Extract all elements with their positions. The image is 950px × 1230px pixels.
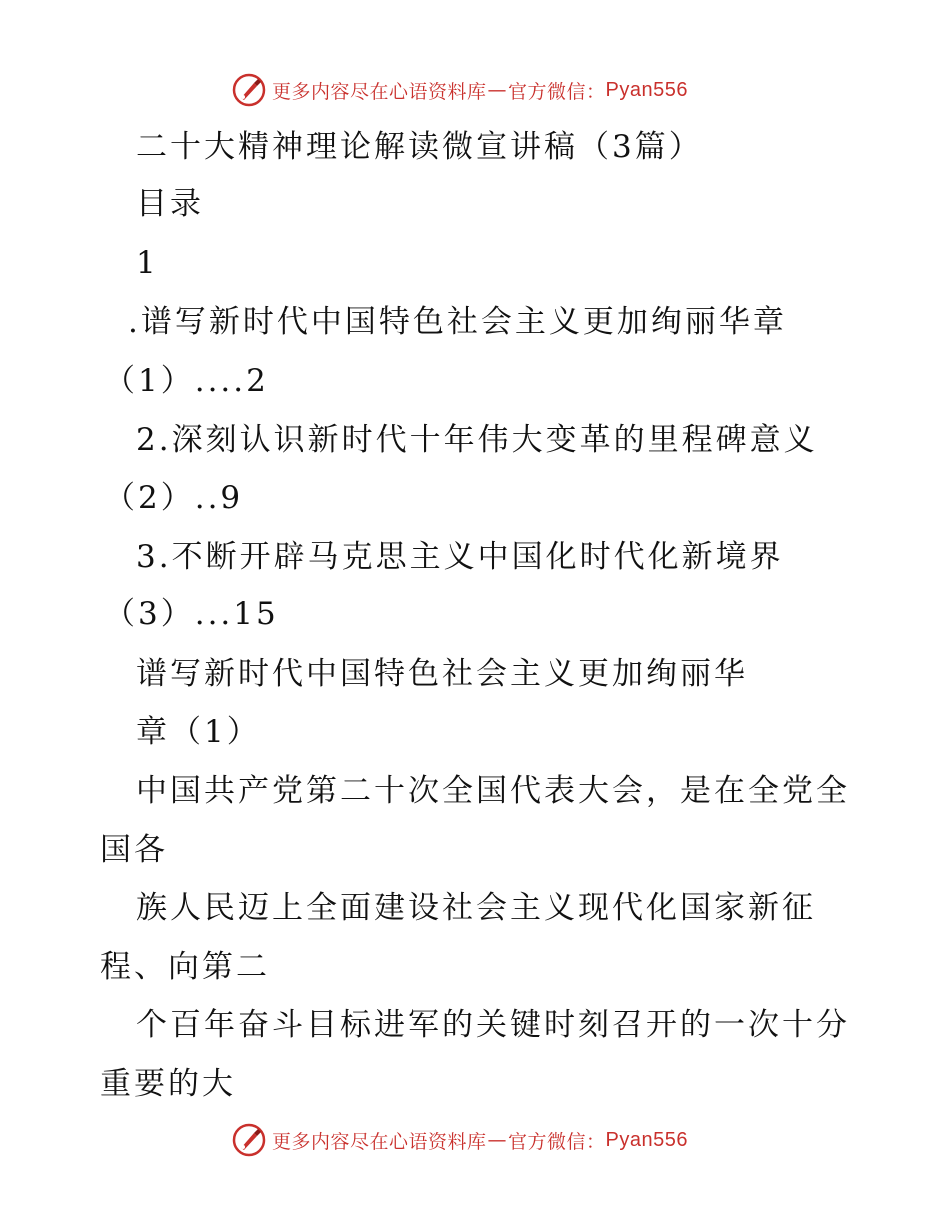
document-title: 二十大精神理论解读微宣讲稿（3篇） <box>136 129 703 165</box>
footer-site-text: 更多内容尽在心语资料库 <box>272 1130 487 1153</box>
footer-banner <box>232 1122 688 1158</box>
toc-item-1-page: （1）....2 <box>104 363 269 399</box>
toc-item-2-page: （2）..9 <box>104 480 244 516</box>
body-line: 程、向第二 <box>100 949 270 985</box>
toc-item-1: .谱写新时代中国特色社会主义更加绚丽华章 <box>128 304 787 340</box>
body-line: 个百年奋斗目标进军的关键时刻召开的一次十分 <box>136 1007 850 1043</box>
header-site-text: 更多内容尽在心语资料库 <box>272 80 487 103</box>
toc-item-3-page: （3）...15 <box>104 596 279 632</box>
footer-separator: — <box>487 1129 508 1151</box>
footer-wechat-id: Pyan556 <box>605 1128 688 1151</box>
body-line: 国各 <box>100 832 168 868</box>
toc-item-3: 3.不断开辟马克思主义中国化时代化新境界 <box>136 539 784 575</box>
section-title-line-1: 谱写新时代中国特色社会主义更加绚丽华 <box>136 656 748 692</box>
header-wechat-label: 官方微信： <box>508 80 606 103</box>
body-line: 族人民迈上全面建设社会主义现代化国家新征 <box>136 890 816 926</box>
pen-logo-icon <box>232 73 266 107</box>
toc-item-2: 2.深刻认识新时代十年伟大变革的里程碑意义 <box>136 422 818 458</box>
footer-wechat-label: 官方微信： <box>508 1130 606 1153</box>
body-line: 重要的大 <box>100 1066 236 1102</box>
toc-heading: 目录 <box>136 186 204 222</box>
header-wechat-id: Pyan556 <box>605 78 688 101</box>
toc-number-1: 1 <box>136 245 159 281</box>
header-banner <box>232 72 688 108</box>
header-separator: — <box>487 79 508 101</box>
section-title-line-2: 章（1） <box>136 714 261 750</box>
body-line: 中国共产党第二十次全国代表大会，是在全党全 <box>136 773 850 809</box>
pen-logo-icon <box>232 1123 266 1157</box>
